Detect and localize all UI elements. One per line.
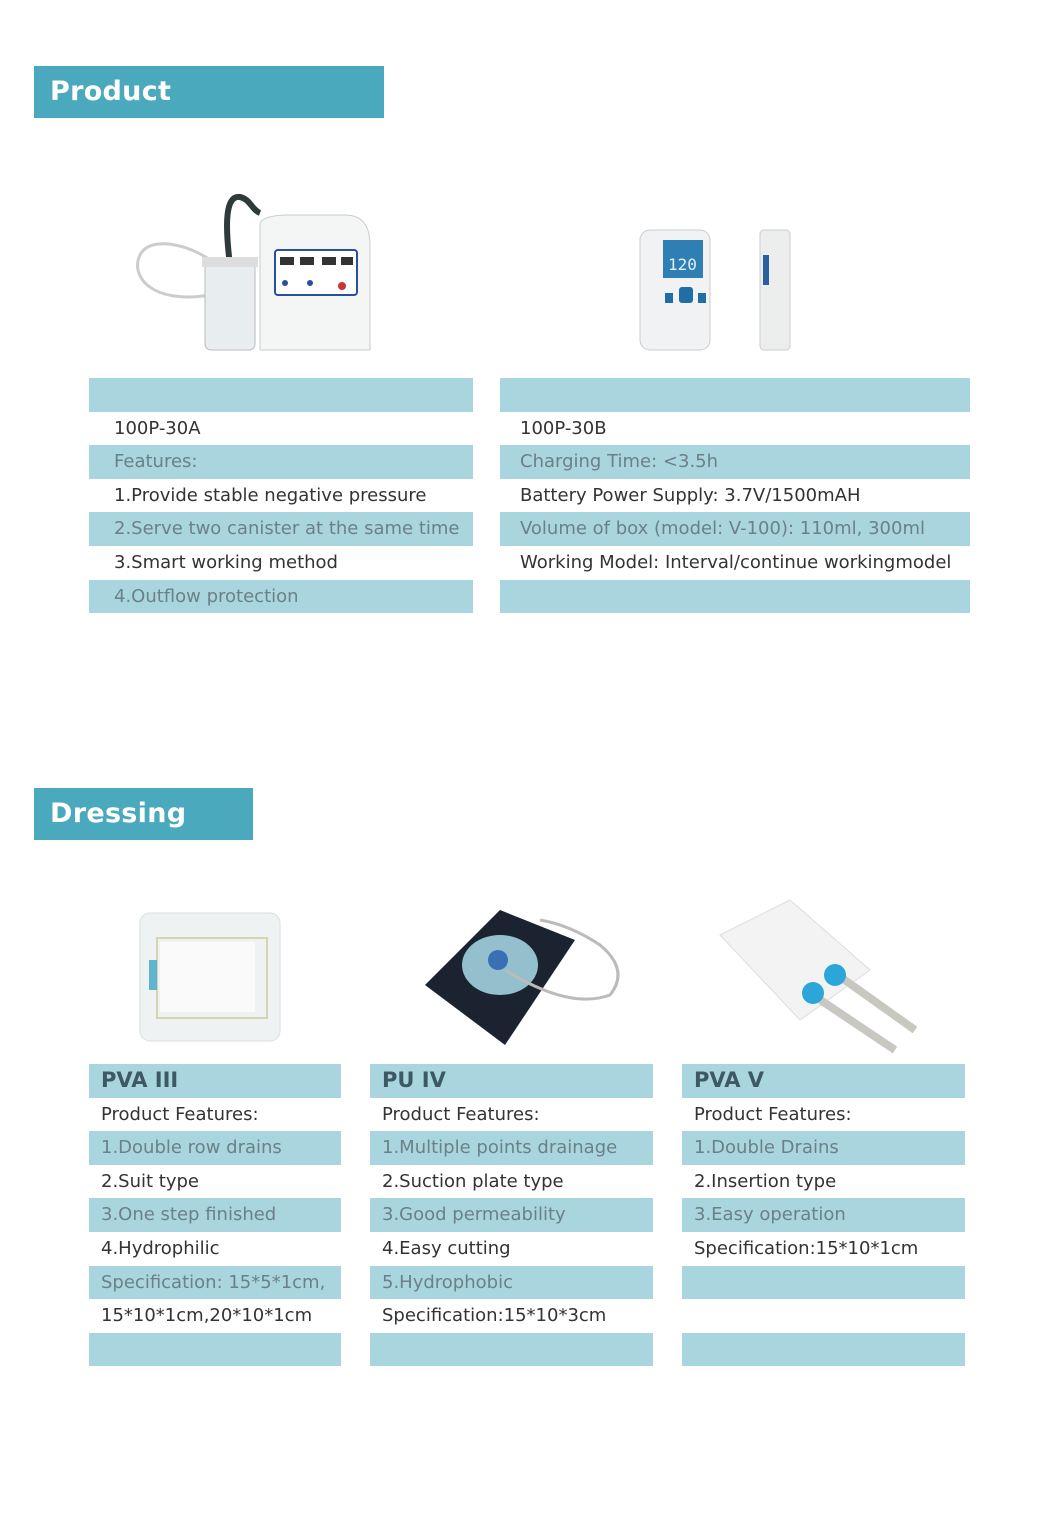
kit-row: Specification: 15*5*1cm, [89, 1266, 341, 1300]
spec-row: 3.Smart working method [114, 551, 338, 573]
device-display: 120 [668, 255, 697, 274]
kit-row: Product Features: [101, 1103, 259, 1125]
kit-row [89, 1333, 341, 1367]
kit-row [682, 1299, 965, 1333]
spec-row: 100P-30A [114, 417, 201, 439]
spec-row [500, 580, 970, 614]
section-title-kits: Dressing Kits [34, 788, 253, 840]
kit-row [682, 1266, 965, 1300]
kit-table-pu-iv [370, 1064, 653, 1366]
device-spec-table-100p-30b [500, 378, 970, 613]
kit-title: PU IV [370, 1064, 653, 1098]
kit-row: 2.Suction plate type [382, 1170, 564, 1192]
kit-row: Specification:15*10*3cm [382, 1305, 607, 1327]
spec-row [89, 378, 473, 412]
spec-row [500, 378, 970, 412]
kit-table-pva-iii [89, 1064, 341, 1366]
spec-row: 1.Provide stable negative pressure [114, 484, 427, 506]
kit-row: 4.Easy cutting [382, 1237, 511, 1259]
pu-iv-kit-image [420, 900, 630, 1050]
kit-row: 3.Good permeability [370, 1198, 653, 1232]
suction-pump-image [130, 185, 380, 360]
kit-row: 1.Multiple points drainage [370, 1131, 653, 1165]
portable-device-image [635, 225, 805, 355]
kit-row: Product Features: [382, 1103, 540, 1125]
kit-title: PVA V [682, 1064, 965, 1098]
spec-row: 4.Outflow protection [89, 580, 473, 614]
kit-row: Product Features: [694, 1103, 852, 1125]
kit-row: 2.Insertion type [694, 1170, 837, 1192]
kit-row: 2.Suit type [101, 1170, 199, 1192]
kit-row: 4.Hydrophilic [101, 1237, 220, 1259]
kit-row [370, 1333, 653, 1367]
spec-row: 100P-30B [520, 417, 607, 439]
kit-row: 3.Easy operation [682, 1198, 965, 1232]
device-spec-table-100p-30a [89, 378, 473, 613]
spec-row: Working Model: Interval/continue workingmodel [520, 551, 952, 573]
kit-table-pva-v [682, 1064, 965, 1366]
spec-row: Features: [89, 445, 473, 479]
kit-title: PVA III [89, 1064, 341, 1098]
kit-row: 15*10*1cm,20*10*1cm [101, 1305, 313, 1327]
spec-row: Charging Time: <3.5h [500, 445, 970, 479]
kit-row: 1.Double Drains [682, 1131, 965, 1165]
pva-v-kit-image [715, 895, 925, 1055]
kit-row: Specification:15*10*1cm [694, 1237, 919, 1259]
spec-row: 2.Serve two canister at the same time [89, 512, 473, 546]
kit-row: 3.One step finished [89, 1198, 341, 1232]
section-title-specs: Product Specifications [34, 66, 384, 118]
pva-iii-kit-image [135, 910, 285, 1045]
spec-row: Volume of box (model: V-100): 110ml, 300ml [500, 512, 970, 546]
kit-row: 5.Hydrophobic [370, 1266, 653, 1300]
spec-row: Battery Power Supply: 3.7V/1500mAH [520, 484, 861, 506]
kit-row [682, 1333, 965, 1367]
kit-row: 1.Double row drains [89, 1131, 341, 1165]
